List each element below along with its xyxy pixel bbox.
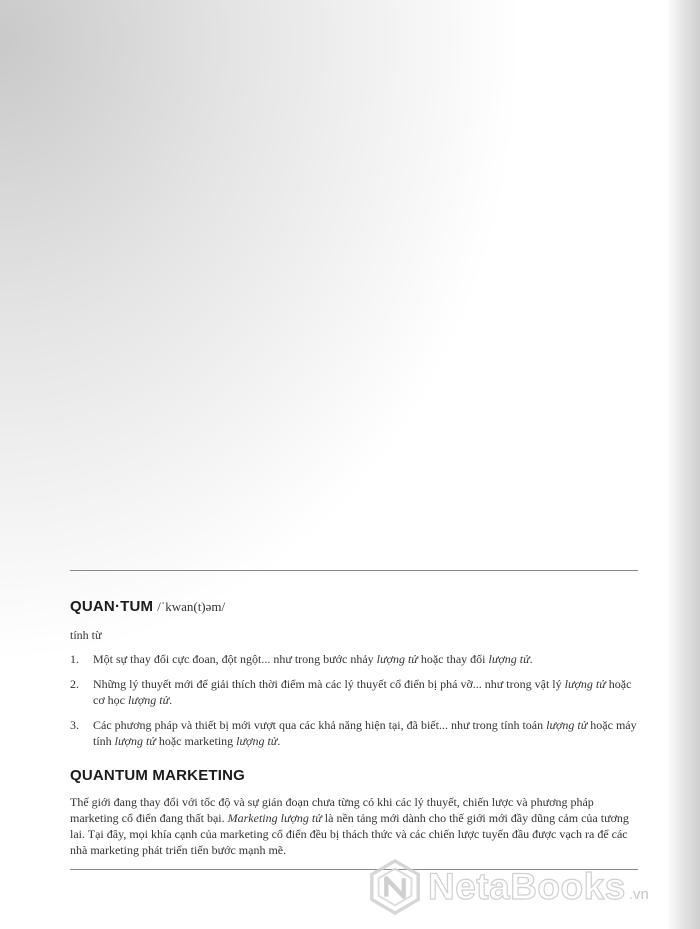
italic-run: lượng tử: [376, 652, 418, 666]
watermark: [366, 857, 666, 917]
definition-item: [70, 676, 638, 708]
text-run: Thế giới đang thay đổi với tốc độ và sự gián đoạn chưa từng có khi các lý thuyết, chiến lược và phương pháp marketing cổ điển đang thất bại.: [70, 795, 594, 825]
top-divider: [70, 570, 638, 571]
text-run: Một sự thay đổi cực đoan, đột ngột... như trong bước nhảy: [93, 652, 377, 666]
italic-run: Marketing lượng tử: [227, 811, 322, 825]
text-run: hoặc thay đổi: [417, 652, 489, 666]
text-run: hoặc máy tính: [93, 718, 637, 748]
text-run: Những lý thuyết mới để giải thích thời điểm mà các lý thuyết cổ điển bị phá vỡ... như trong vật lý: [93, 677, 565, 691]
italic-run: lượng tử: [564, 677, 606, 691]
definition-number: 3.: [70, 718, 79, 732]
text-run: hoặc cơ học: [93, 677, 632, 707]
definition-number: 2.: [70, 677, 79, 691]
pronunciation: /ˈkwan(t)əm/: [157, 599, 226, 614]
italic-run: lượng tử: [128, 693, 170, 707]
italic-run: lượng tử: [488, 652, 530, 666]
definition-list: [70, 651, 638, 749]
text-run: Các phương pháp và thiết bị mới vượt qua các khả năng hiện tại, đã biết... như trong tính toán: [93, 718, 547, 732]
italic-run: lượng tử: [546, 718, 588, 732]
definition-block: [70, 598, 638, 858]
section-paragraph: [70, 794, 638, 858]
definition-item: [70, 651, 638, 667]
text-run: hoặc marketing: [155, 734, 237, 748]
italic-run: lượng tử: [236, 734, 278, 748]
page-edge-shadow: [666, 0, 700, 929]
part-of-speech: tính từ: [70, 628, 102, 642]
definition-number: 1.: [70, 652, 79, 666]
text-run: .: [277, 734, 281, 748]
text-run: là nền tảng mới dành cho thế giới mới đầy dũng cảm của tương lai. Tại đây, mọi khía cạnh của marketing cổ điển đều bị thách thức và các chiến lược tuyến đầu được vạch ra để các nhà marketing phát triển tiến bước mạnh mẽ.: [70, 811, 629, 857]
definition-item: [70, 717, 638, 749]
section-title: QUANTUM MARKETING: [70, 767, 246, 784]
watermark-brand: NetaBooks: [428, 866, 626, 907]
text-run: .: [529, 652, 533, 666]
text-run: .: [169, 693, 173, 707]
definition-text: [93, 718, 637, 748]
definition-text: [93, 677, 631, 707]
definition-text: [93, 652, 533, 666]
watermark-suffix: .vn: [628, 886, 649, 903]
headword: QUAN·TUM: [70, 598, 154, 615]
headword-line: [70, 598, 638, 616]
italic-run: lượng tử: [114, 734, 156, 748]
netabooks-logo-icon: [366, 858, 424, 916]
